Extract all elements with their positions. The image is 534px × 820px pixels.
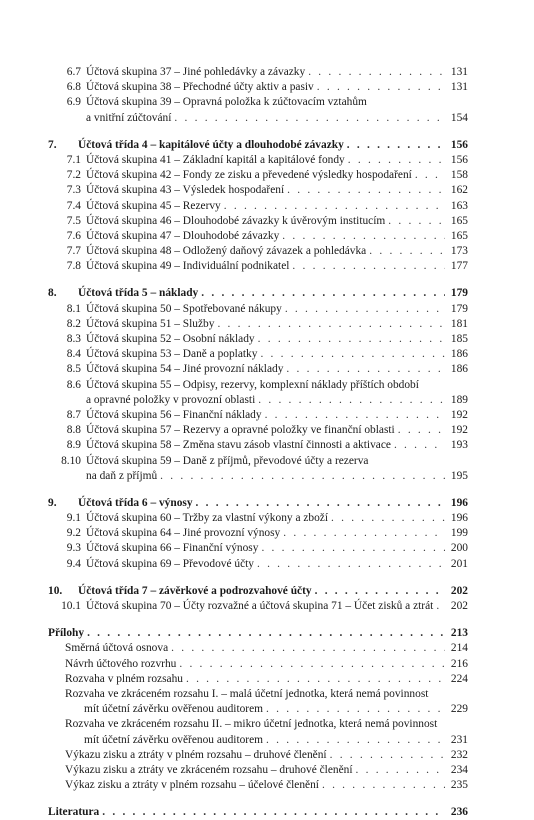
toc-entry [48, 95, 468, 110]
toc-entry: 8.3 Účtová skupina 52 – Osobní náklady . . . 185 [48, 332, 468, 347]
toc-entry: 8.2 Účtová skupina 51 – Služby . . . 181 [48, 317, 468, 332]
entry-number: 6.8 [66, 81, 81, 94]
toc-entry: 7.7 Účtová skupina 48 – Odložený daňový závazek a pohledávka . . . 173 [48, 244, 468, 259]
page-number: 131 [450, 81, 468, 94]
toc-appendix-entry: Rozvaha v plném rozsahu . . . 224 [48, 672, 468, 687]
toc-entry: 8.6 Účtová skupina 55 – Odpisy, rezervy, komplexní náklady příštích období [66, 378, 419, 391]
toc-entry: 7.3 Účtová skupina 43 – Výsledek hospodaření . . . 162 [48, 183, 468, 198]
toc-entry [48, 65, 468, 80]
toc-entry: 8.4 Účtová skupina 53 – Daně a poplatky . . . 186 [48, 347, 468, 362]
toc-entry: 9.1 Účtová skupina 60 – Tržby za vlastní výkony a zboží . . . 196 [48, 511, 468, 526]
toc-chapter: 8. Účtová třída 5 – náklady . . . 179 [48, 286, 468, 301]
toc-entry: 7.6 Účtová skupina 47 – Dlouhodobé závazky . . . 165 [48, 229, 468, 244]
toc-entry: 9.3 Účtová skupina 66 – Finanční výnosy . . . 200 [48, 541, 468, 556]
toc-chapter [48, 138, 468, 153]
toc-chapter: 10. Účtová třída 7 – závěrkové a podrozvahové účty . . . 202 [48, 584, 468, 599]
toc-appendix-entry: Rozvaha ve zkráceném rozsahu II. – mikro účetní jednotka, která nemá povinnost [65, 718, 438, 731]
toc-entry-continuation: a opravné položky v provozní oblasti . . . 189 [48, 393, 468, 408]
toc-entry-continuation [48, 111, 468, 126]
entry-number: 6.9 [66, 96, 81, 109]
toc-entry: 7.5 Účtová skupina 46 – Dlouhodobé závazky k úvěrovým institucím . . . 165 [48, 214, 468, 229]
dot-leader [347, 138, 445, 153]
toc-appendix-entry: Návrh účtového rozvrhu . . . 216 [48, 657, 468, 672]
toc-entry: 9.2 Účtová skupina 64 – Jiné provozní výnosy . . . 199 [48, 526, 468, 541]
page-number: 156 [450, 138, 468, 151]
toc-appendix-entry: Rozvaha ve zkráceném rozsahu I. – malá účetní jednotka, která nemá povinnost [65, 687, 429, 700]
toc-entry: 8.5 Účtová skupina 54 – Jiné provozní náklady . . . 186 [48, 362, 468, 377]
toc-entry: 7.8 Účtová skupina 49 – Individuální podnikatel . . . 177 [48, 259, 468, 274]
page-number: 131 [450, 66, 468, 78]
toc-appendix-continuation: mít účetní závěrku ověřenou auditorem . . . 229 [48, 702, 468, 717]
toc-entry: 10.1 Účtová skupina 70 – Účty rozvažné a účtová skupina 71 – Účet zisků a ztrát . . . 202 [48, 599, 468, 614]
toc-entry: 8.1 Účtová skupina 50 – Spotřebované nákupy . . . 179 [48, 302, 468, 317]
entry-title: Účtová skupina 39 – Opravná položka k zúčtovacím vztahům [86, 96, 367, 109]
chapter-title: Účtová třída 4 – kapitálové účty a dlouhodobé závazky [78, 138, 344, 151]
toc-entry-continuation: na daň z příjmů . . . 195 [48, 469, 468, 484]
toc-entry: 7.1 Účtová skupina 41 – Základní kapitál a kapitálové fondy . . . 156 [48, 153, 468, 168]
chapter-number: 7. [48, 138, 57, 151]
toc-entry: 8.7 Účtová skupina 56 – Finanční náklady . . . 192 [48, 408, 468, 423]
toc-appendix-continuation: mít účetní závěrku ověřenou auditorem . . . 231 [48, 733, 468, 748]
toc-entry: 8.10 Účtová skupina 59 – Daně z příjmů, převodové účty a rezerva [61, 454, 369, 467]
table-of-contents [48, 65, 468, 820]
dot-leader [174, 111, 445, 126]
toc-entry [48, 80, 468, 95]
toc-entry: 7.2 Účtová skupina 42 – Fondy ze zisku a převedené výsledky hospodaření . . . 158 [48, 168, 468, 183]
dot-leader [308, 65, 445, 80]
toc-appendix-entry: Směrná účtová osnova . . . 214 [48, 641, 468, 656]
page-number: 154 [450, 111, 468, 124]
entry-title: a vnitřní zúčtování [86, 111, 172, 124]
toc-entry: 7.4 Účtová skupina 45 – Rezervy . . . 163 [48, 199, 468, 214]
entry-title: Účtová skupina 37 – Jiné pohledávky a závazky [86, 66, 306, 78]
entry-number: 6.7 [66, 66, 81, 78]
toc-entry: 9.4 Účtová skupina 69 – Převodové účty . . . 201 [48, 557, 468, 572]
entry-title: Účtová skupina 38 – Přechodné účty aktiv a pasiv [86, 81, 314, 94]
dot-leader [317, 80, 445, 95]
toc-appendices-heading: Přílohy . . . 213 [48, 626, 468, 641]
toc-entry: 8.8 Účtová skupina 57 – Rezervy a opravné položky ve finanční oblasti . . . 192 [48, 423, 468, 438]
toc-appendix-entry: Výkazu zisku a ztráty ve zkráceném rozsahu – druhové členění . . . 234 [48, 763, 468, 778]
toc-appendix-entry: Výkazu zisku a ztráty v plném rozsahu – druhové členění . . . 232 [48, 748, 468, 763]
toc-literature: Literatura . . . 236 [48, 805, 468, 820]
toc-chapter: 9. Účtová třída 6 – výnosy . . . 196 [48, 496, 468, 511]
toc-entry: 8.9 Účtová skupina 58 – Změna stavu zásob vlastní činnosti a aktivace . . . 193 [48, 438, 468, 453]
toc-appendix-entry: Výkaz zisku a ztráty v plném rozsahu – účelové členění . . . 235 [48, 778, 468, 793]
